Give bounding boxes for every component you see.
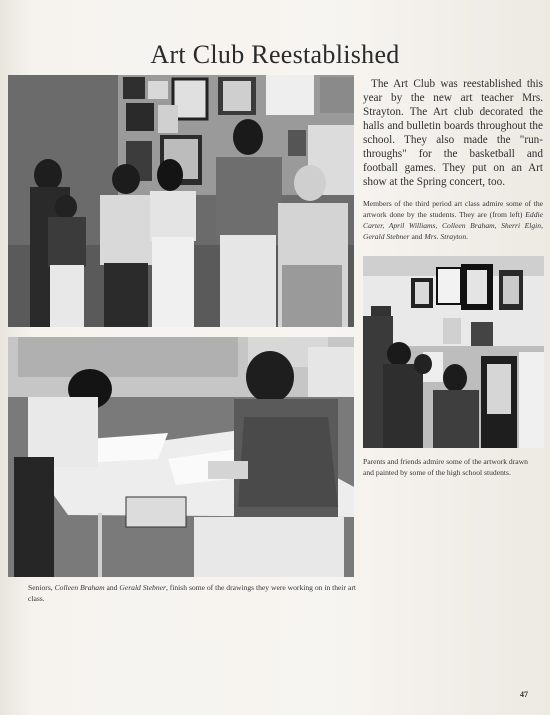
caption-art-class-members <box>363 198 543 242</box>
caption-teacher-name: Mrs. Strayton <box>424 232 467 241</box>
article-body <box>363 77 543 189</box>
caption-name-2: Gerald Stebner <box>119 583 166 592</box>
caption-parents-friends: Parents and friends admire some of the artwork drawn and painted by some of the high school students. <box>363 457 528 477</box>
caption-text: Members of the third period art class admire some of the artwork done by the students. They are (from left) <box>363 199 543 219</box>
caption-name-1: Colleen Braham <box>54 583 105 592</box>
photo-art-show-visitors <box>363 256 544 448</box>
caption-end: . <box>466 232 469 241</box>
caption-conjunction: and <box>104 583 120 592</box>
caption-conjunction: and <box>409 232 425 241</box>
photo-seniors-drawing <box>8 337 354 577</box>
page-title: Art Club Reestablished <box>150 40 400 69</box>
caption-suffix: , finish some of the drawings they were working on in their art class. <box>28 583 356 603</box>
caption-seniors-drawing <box>28 582 358 604</box>
caption-names: Eddie Carter, April Williams, Colleen Braham, Sherri Elgin, Gerald Stebner <box>363 210 543 241</box>
photo-art-class-group <box>8 75 354 327</box>
page-number: 47 <box>520 690 528 699</box>
caption-prefix: Seniors, <box>28 583 55 592</box>
article-body-text: The Art Club was reestablished this year by the new art teacher Mrs. Strayton. The Art club decorated the halls and bulletin boards throughout the school. They also made the "run-throughs" for the basketball and football games. They put on an Art show at the Spring concert, too. <box>363 78 543 188</box>
